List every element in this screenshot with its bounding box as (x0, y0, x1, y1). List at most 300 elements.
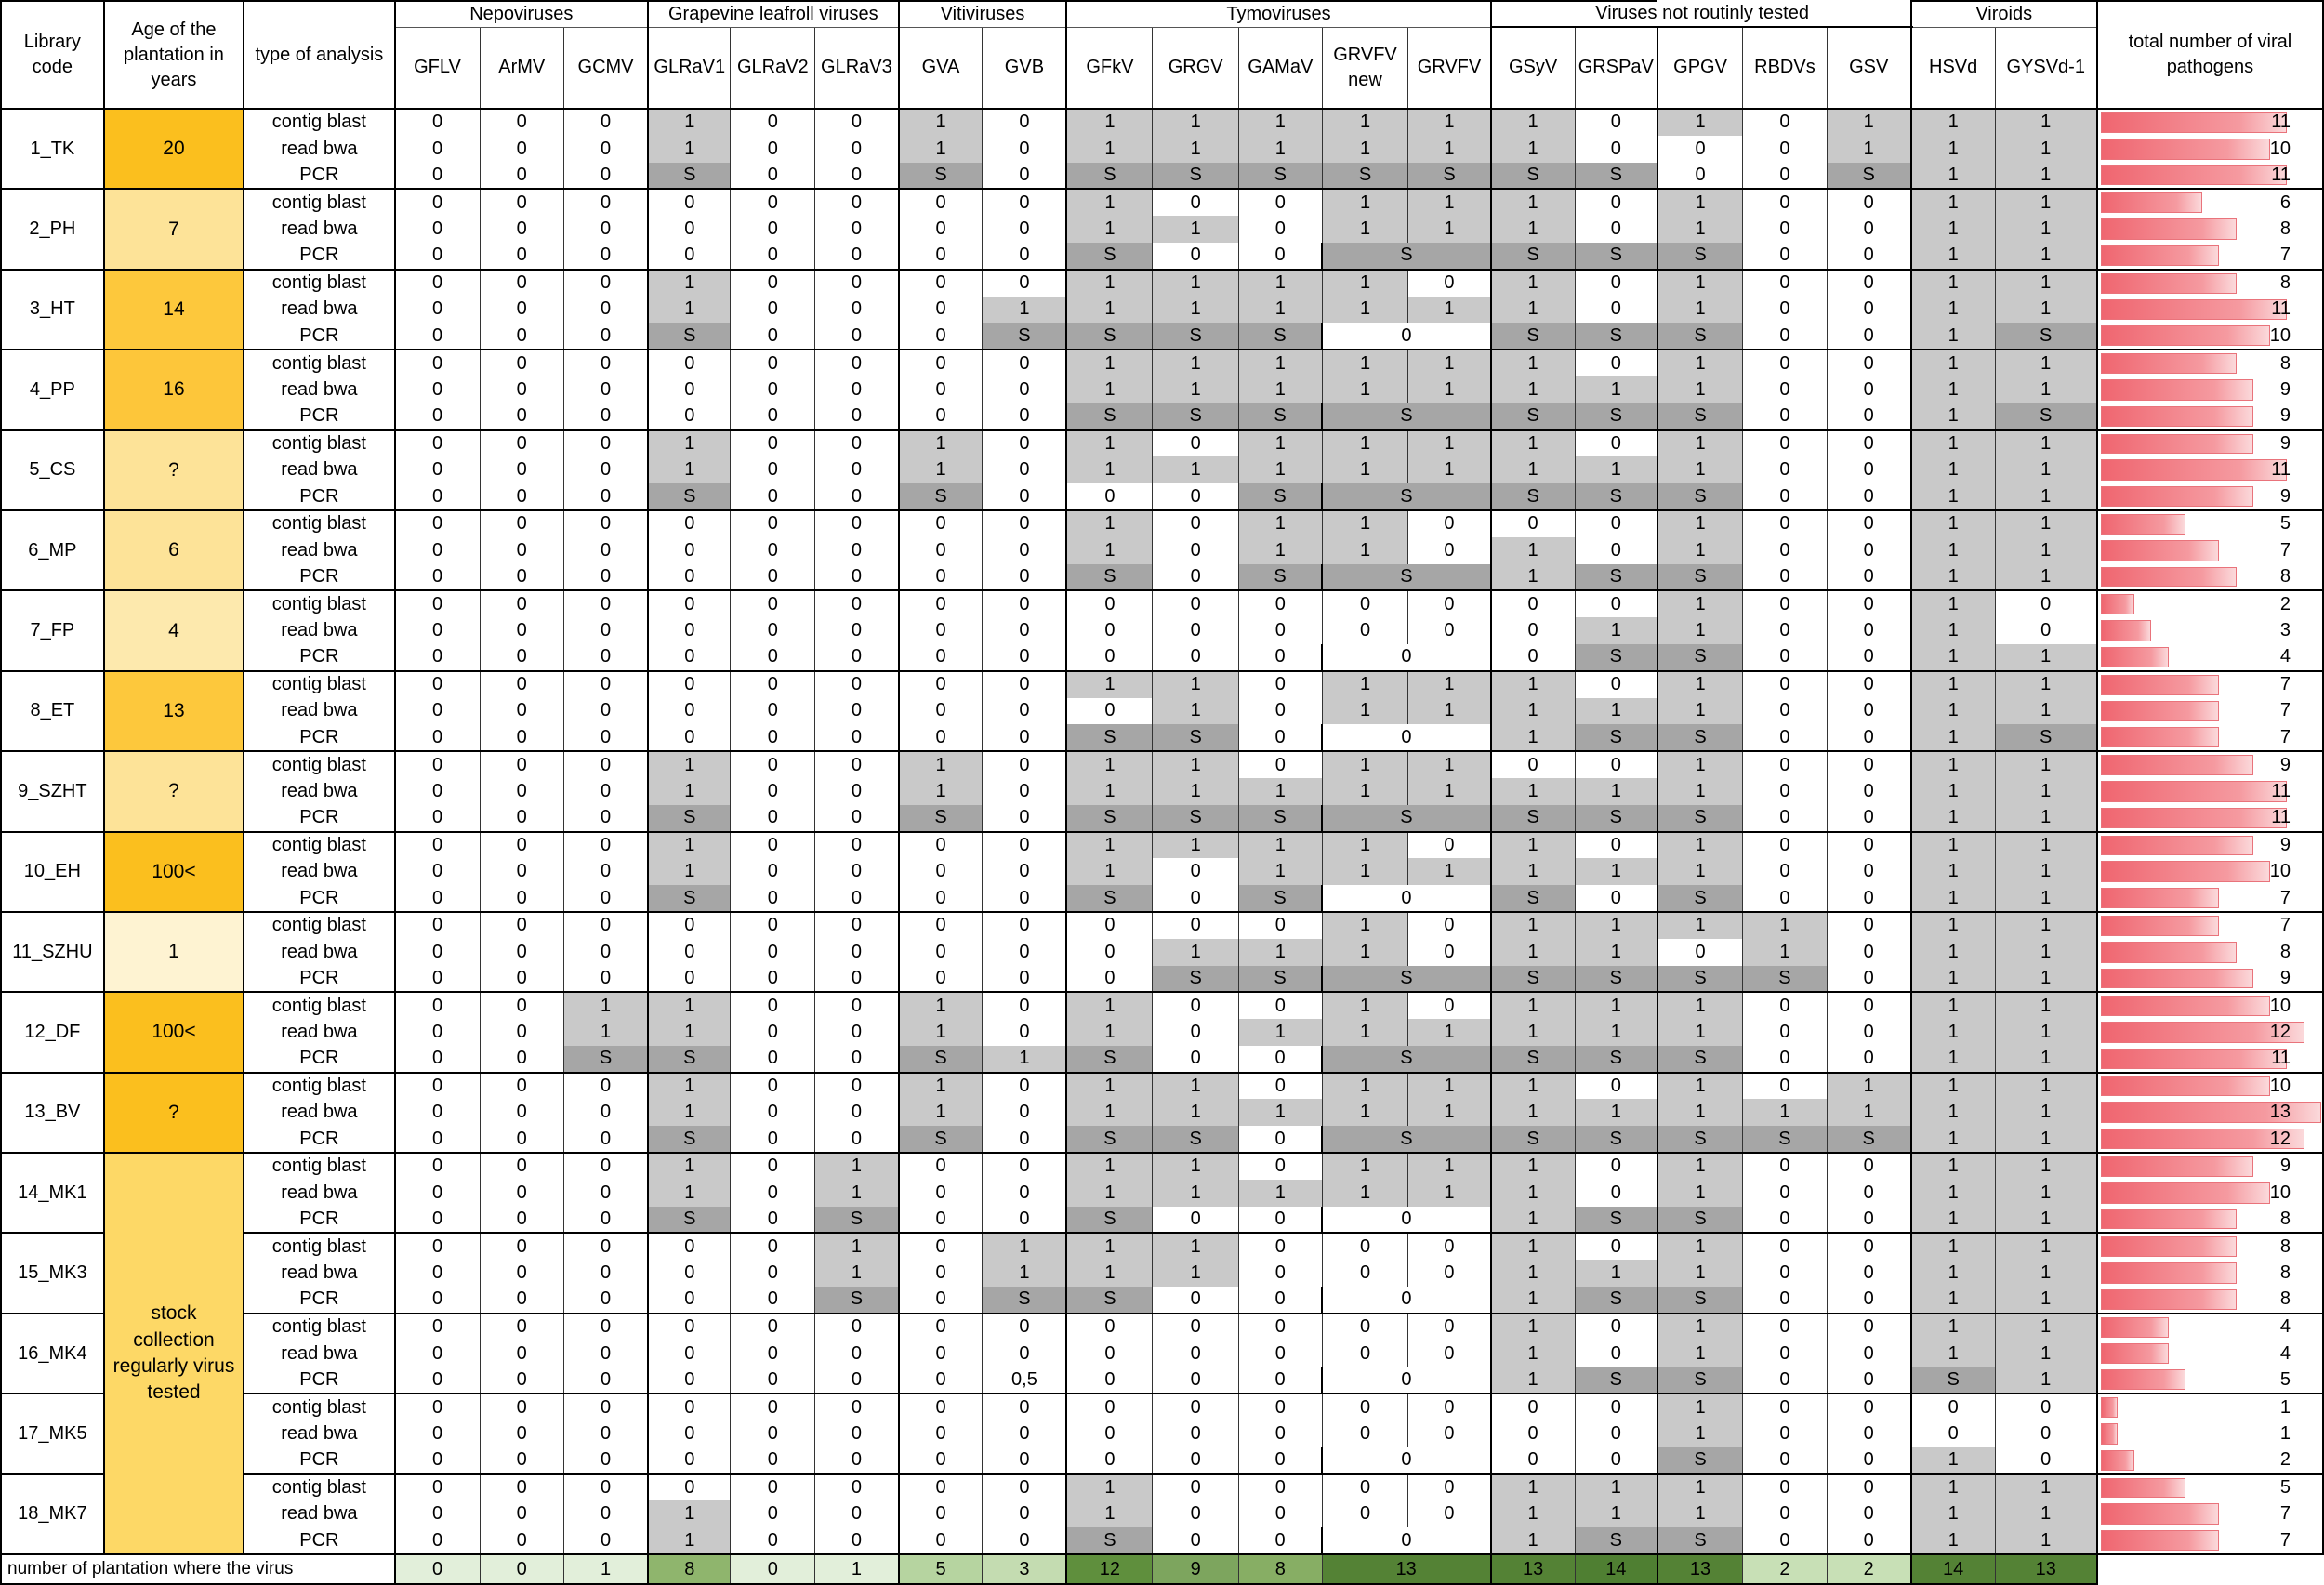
table-row (1, 189, 2323, 216)
age-cell: 14 (104, 270, 244, 350)
virus-value-cell: S (1238, 966, 1322, 993)
virus-value-cell: 0 (899, 724, 983, 751)
virus-value-cell: 1 (1066, 109, 1152, 136)
virus-value-cell: S (648, 163, 731, 190)
footer-label: number of plantation where the virus (1, 1554, 395, 1584)
virus-value-cell: 0 (1827, 1019, 1910, 1046)
virus-value-cell: 1 (1995, 1527, 2097, 1554)
virus-value-cell: 0 (395, 163, 480, 190)
virus-value-cell: 0 (983, 1420, 1066, 1447)
virus-value-cell: 0 (1743, 297, 1828, 324)
virus-value-cell: 1 (1911, 564, 1996, 591)
virus-value-cell: 0 (1827, 1527, 1910, 1554)
virus-value-cell: 1 (1322, 109, 1408, 136)
virus-value-cell: 0 (1066, 966, 1152, 993)
virus-value-cell: 0 (899, 564, 983, 591)
analysis-type-cell: PCR (244, 163, 394, 190)
virus-value-cell: 0 (395, 136, 480, 163)
virus-value-cell: 1 (1153, 136, 1239, 163)
virus-value-cell: 0 (563, 189, 648, 216)
total-cell (2097, 456, 2323, 483)
virus-value-cell: 0 (395, 617, 480, 644)
virus-value-cell: 1 (648, 270, 731, 297)
analysis-type-cell: contig blast (244, 1153, 394, 1180)
virus-value-cell: 1 (983, 1260, 1066, 1287)
virus-value-cell: 1 (1575, 456, 1657, 483)
virus-value-cell: 0 (1827, 617, 1910, 644)
virus-value-cell: 0 (815, 216, 899, 243)
virus-value-cell: 1 (899, 751, 983, 778)
virus-value-cell: 0 (480, 270, 563, 297)
virus-value-cell: 0 (1743, 1367, 1828, 1393)
virus-value-cell: 1 (1491, 1474, 1576, 1501)
virus-value-cell: 0 (731, 671, 815, 698)
virus-value-cell: 1 (1491, 1073, 1576, 1100)
virus-value-cell: 1 (1995, 1341, 2097, 1367)
virus-value-cell: 0 (815, 350, 899, 376)
footer-count-cell: 9 (1153, 1554, 1239, 1584)
virus-value-cell: 1 (1911, 1126, 1996, 1153)
virus-value-cell: 1 (1995, 805, 2097, 832)
virus-value-cell: 0 (899, 939, 983, 966)
virus-value-cell: S (1657, 1527, 1743, 1554)
virus-value-cell: 0 (480, 1393, 563, 1420)
virus-value-cell: 0 (899, 1314, 983, 1341)
virus-value-cell: 0 (563, 751, 648, 778)
footer-count-cell: 0 (731, 1554, 815, 1584)
virus-value-cell: 0 (1575, 1420, 1657, 1447)
virus-value-cell: 0 (1408, 1260, 1491, 1287)
virus-value-cell: 0 (1743, 1341, 1828, 1367)
total-cell (2097, 163, 2323, 190)
virus-value-cell: 0 (1153, 1207, 1239, 1234)
virus-value-cell: S (1153, 724, 1239, 751)
virus-value-cell: 0 (899, 1287, 983, 1314)
virus-header-gflv: GFLV (395, 27, 480, 109)
virus-value-cell: 0 (1238, 1153, 1322, 1180)
virus-value-cell: 1 (1911, 590, 1996, 617)
virus-value-cell: 0 (395, 1527, 480, 1554)
virus-value-cell: 1 (1066, 136, 1152, 163)
total-data-bar (2101, 1289, 2237, 1310)
table-row (1, 510, 2323, 537)
virus-value-cell: 0 (1743, 243, 1828, 270)
analysis-type-cell: read bwa (244, 617, 394, 644)
virus-value-cell: S (1322, 966, 1490, 993)
virus-value-cell: 0 (815, 751, 899, 778)
total-data-bar (2101, 836, 2253, 856)
virus-value-cell: 0 (1827, 376, 1910, 403)
virus-value-cell: 0 (899, 1367, 983, 1393)
library-code-cell: 15_MK3 (1, 1233, 104, 1313)
virus-value-cell: 0 (648, 350, 731, 376)
virus-value-cell: 0 (815, 939, 899, 966)
total-value: 7 (2279, 1503, 2291, 1525)
virus-value-cell: S (1322, 805, 1490, 832)
virus-value-cell: 0 (731, 1420, 815, 1447)
table-row (1, 992, 2323, 1019)
virus-value-cell: 0 (1153, 1367, 1239, 1393)
virus-value-cell: 0 (731, 350, 815, 376)
virus-value-cell: 0 (563, 270, 648, 297)
total-data-bar (2101, 675, 2220, 695)
virus-value-cell: 0 (480, 1341, 563, 1367)
virus-value-cell: 1 (1322, 671, 1408, 698)
virus-value-cell: 1 (1066, 270, 1152, 297)
virus-value-cell: 1 (1995, 163, 2097, 190)
virus-value-cell: 0 (480, 590, 563, 617)
virus-value-cell: S (1322, 1046, 1490, 1073)
virus-value-cell: 1 (1066, 1233, 1152, 1260)
analysis-type-cell: PCR (244, 1207, 394, 1234)
virus-value-cell: 0 (1153, 564, 1239, 591)
virus-header-gva: GVA (899, 27, 983, 109)
virus-value-cell: 0 (983, 912, 1066, 939)
total-data-bar (2101, 594, 2134, 614)
virus-value-cell: 1 (1911, 1046, 1996, 1073)
virus-value-cell: 0 (1322, 1341, 1408, 1367)
virus-value-cell: 0 (1657, 163, 1743, 190)
virus-value-cell: 0 (563, 1099, 648, 1126)
table-row (1, 1099, 2323, 1126)
table-row (1, 109, 2323, 136)
virus-value-cell: 0 (1238, 189, 1322, 216)
analysis-type-cell: contig blast (244, 590, 394, 617)
virus-value-cell: 1 (1995, 456, 2097, 483)
virus-value-cell: 0 (563, 1393, 648, 1420)
virus-value-cell: S (648, 1207, 731, 1234)
virus-value-cell: 1 (1322, 537, 1408, 564)
virus-value-cell: S (1066, 1287, 1152, 1314)
virus-value-cell: 0 (983, 216, 1066, 243)
virus-value-cell: 0 (1827, 1420, 1910, 1447)
total-data-bar (2101, 969, 2253, 989)
total-cell (2097, 376, 2323, 403)
virus-value-cell: 0 (480, 456, 563, 483)
total-cell (2097, 1420, 2323, 1447)
virus-value-cell: 0 (731, 1260, 815, 1287)
virus-value-cell: 0 (648, 403, 731, 430)
virus-value-cell: 0 (1575, 350, 1657, 376)
table-row (1, 1126, 2323, 1153)
virus-value-cell: 0 (480, 189, 563, 216)
total-value: 8 (2279, 218, 2291, 240)
virus-value-cell: 0 (563, 939, 648, 966)
virus-value-cell: 0 (648, 966, 731, 993)
virus-value-cell: 0 (1491, 1447, 1576, 1474)
virus-value-cell: 1 (648, 1073, 731, 1100)
virus-value-cell: 1 (1657, 992, 1743, 1019)
virus-value-cell: 1 (563, 1019, 648, 1046)
total-data-bar (2101, 567, 2237, 588)
virus-value-cell: 1 (1408, 430, 1491, 457)
virus-value-cell: 0 (983, 590, 1066, 617)
virus-value-cell: S (1066, 163, 1152, 190)
virus-value-cell: 1 (1153, 671, 1239, 698)
virus-value-cell: 0 (563, 1126, 648, 1153)
virus-value-cell: 0 (899, 1474, 983, 1501)
virus-value-cell: 0 (1827, 751, 1910, 778)
virus-value-cell: 1 (1491, 189, 1576, 216)
stock-collection-cell: stock collection regularly virus tested (104, 1153, 244, 1554)
table-row (1, 564, 2323, 591)
virus-value-cell: S (1575, 805, 1657, 832)
virus-value-cell: 0 (731, 323, 815, 350)
age-cell: 20 (104, 109, 244, 189)
virus-value-cell: 0 (1827, 537, 1910, 564)
virus-value-cell: 1 (1995, 1207, 2097, 1234)
analysis-type-cell: read bwa (244, 698, 394, 725)
virus-value-cell: 0 (1827, 832, 1910, 859)
virus-value-cell: 0 (395, 1420, 480, 1447)
virus-value-cell: 0 (1322, 1474, 1408, 1501)
virus-value-cell: 0 (731, 510, 815, 537)
virus-value-cell: 0 (1827, 403, 1910, 430)
analysis-type-cell: PCR (244, 1527, 394, 1554)
virus-value-cell: 0 (480, 1153, 563, 1180)
virus-value-cell: 0 (1575, 510, 1657, 537)
virus-value-cell: 0 (1575, 885, 1657, 912)
table-row (1, 751, 2323, 778)
virus-value-cell: 0 (815, 858, 899, 885)
virus-value-cell: 0 (1743, 216, 1828, 243)
virus-value-cell: 0 (1743, 510, 1828, 537)
virus-value-cell: 0 (815, 1393, 899, 1420)
total-cell (2097, 939, 2323, 966)
virus-value-cell: 1 (1911, 537, 1996, 564)
total-cell (2097, 189, 2323, 216)
virus-value-cell: 0 (480, 483, 563, 510)
virus-value-cell: 0 (899, 216, 983, 243)
virus-value-cell: 1 (983, 297, 1066, 324)
virus-value-cell: 0 (815, 644, 899, 671)
virus-value-cell: 1 (1322, 297, 1408, 324)
virus-value-cell: 1 (1408, 136, 1491, 163)
virus-value-cell: 0 (899, 323, 983, 350)
virus-value-cell: 0 (815, 966, 899, 993)
virus-value-cell: S (1322, 243, 1490, 270)
virus-value-cell: 0 (731, 1474, 815, 1501)
total-cell (2097, 1207, 2323, 1234)
virus-value-cell: 0 (395, 243, 480, 270)
virus-header-rbdvs: RBDVs (1743, 27, 1828, 109)
virus-value-cell: 0 (1827, 778, 1910, 805)
total-data-bar (2101, 1530, 2220, 1551)
virus-value-cell: 0 (480, 1367, 563, 1393)
virus-value-cell: 0 (983, 617, 1066, 644)
total-cell (2097, 698, 2323, 725)
virus-value-cell: 1 (1066, 430, 1152, 457)
virus-value-cell: 0 (1153, 1393, 1239, 1420)
virus-value-cell: 0 (731, 163, 815, 190)
total-cell (2097, 805, 2323, 832)
virus-value-cell: 0 (1827, 1233, 1910, 1260)
virus-value-cell: 0 (815, 189, 899, 216)
virus-value-cell: 0 (983, 1153, 1066, 1180)
virus-value-cell: 0 (1827, 564, 1910, 591)
virus-value-cell: 1 (648, 1500, 731, 1527)
virus-value-cell: 1 (899, 1019, 983, 1046)
library-code-cell: 9_SZHT (1, 751, 104, 831)
virus-value-cell: 1 (1408, 858, 1491, 885)
analysis-type-cell: contig blast (244, 350, 394, 376)
analysis-type-cell: PCR (244, 323, 394, 350)
total-cell (2097, 350, 2323, 376)
library-code-cell: 4_PP (1, 350, 104, 429)
total-data-bar (2101, 379, 2253, 401)
virus-value-cell: 0 (395, 1393, 480, 1420)
virus-value-cell: 0 (1153, 1420, 1239, 1447)
virus-value-cell: S (648, 323, 731, 350)
virus-value-cell: 0 (899, 1260, 983, 1287)
library-code-cell: 17_MK5 (1, 1393, 104, 1473)
virus-value-cell: 0 (1491, 617, 1576, 644)
total-data-bar (2101, 1478, 2185, 1499)
virus-value-cell: 1 (1153, 1233, 1239, 1260)
total-cell (2097, 564, 2323, 591)
analysis-type-cell: read bwa (244, 1500, 394, 1527)
virus-value-cell: 1 (1657, 1393, 1743, 1420)
virus-value-cell: 1 (1995, 644, 2097, 671)
virus-value-cell: 0 (1743, 537, 1828, 564)
virus-value-cell: 1 (1491, 136, 1576, 163)
virus-value-cell: 0 (1575, 671, 1657, 698)
virus-value-cell: 1 (899, 456, 983, 483)
virus-value-cell: 0 (395, 1180, 480, 1207)
virus-value-cell: 0 (731, 136, 815, 163)
virus-value-cell: 0 (983, 1341, 1066, 1367)
virus-value-cell: S (1322, 483, 1490, 510)
virus-value-cell: 0 (1743, 724, 1828, 751)
library-code-cell: 11_SZHU (1, 912, 104, 992)
virus-value-cell: 0 (731, 1207, 815, 1234)
total-data-bar (2101, 755, 2253, 775)
virus-value-cell: 1 (1657, 617, 1743, 644)
virus-value-cell: 1 (1995, 350, 2097, 376)
virus-value-cell: S (899, 805, 983, 832)
virus-value-cell: 0 (1408, 992, 1491, 1019)
virus-value-cell: 0 (899, 858, 983, 885)
virus-value-cell: 0 (480, 1447, 563, 1474)
virus-value-cell: 0 (983, 1207, 1066, 1234)
virus-value-cell: 0 (1575, 430, 1657, 457)
virus-value-cell: 1 (1153, 456, 1239, 483)
virus-value-cell: 1 (1575, 939, 1657, 966)
virus-value-cell: 0 (1491, 1420, 1576, 1447)
virus-value-cell: 1 (1995, 778, 2097, 805)
virus-value-cell: 1 (648, 456, 731, 483)
virus-value-cell: S (1066, 403, 1152, 430)
table-row (1, 698, 2323, 725)
virus-value-cell: 0 (899, 1447, 983, 1474)
virus-value-cell: 0 (1408, 617, 1491, 644)
virus-value-cell: 0 (1743, 163, 1828, 190)
virus-value-cell: 0 (1743, 1260, 1828, 1287)
virus-value-cell: 0 (983, 350, 1066, 376)
total-value: 8 (2279, 941, 2291, 962)
virus-value-cell: 0 (983, 564, 1066, 591)
virus-value-cell: 1 (1238, 456, 1322, 483)
virus-value-cell: S (1575, 1207, 1657, 1234)
virus-value-cell: 0 (1491, 590, 1576, 617)
total-cell (2097, 858, 2323, 885)
virus-value-cell: 1 (1657, 1500, 1743, 1527)
total-value: 7 (2279, 244, 2291, 266)
virus-value-cell: 1 (1066, 1260, 1152, 1287)
virus-value-cell: 0 (480, 778, 563, 805)
virus-value-cell: 0 (1322, 1420, 1408, 1447)
virus-value-cell: 1 (1995, 966, 2097, 993)
total-data-bar (2101, 996, 2270, 1016)
virus-value-cell: 0 (1322, 1393, 1408, 1420)
virus-value-cell: 0 (648, 1474, 731, 1501)
virus-value-cell: 0 (395, 671, 480, 698)
table-row (1, 912, 2323, 939)
table-row (1, 297, 2323, 324)
virus-value-cell: 0 (1408, 590, 1491, 617)
virus-value-cell: 1 (1066, 1073, 1152, 1100)
virus-value-cell: 1 (1491, 778, 1576, 805)
table-body (1, 109, 2323, 1584)
age-cell: 7 (104, 189, 244, 269)
footer-count-cell: 14 (1911, 1554, 1996, 1584)
virus-value-cell: 0 (815, 992, 899, 1019)
virus-value-cell: 1 (1066, 456, 1152, 483)
virus-value-cell: 0 (1827, 510, 1910, 537)
virus-value-cell: 0 (731, 966, 815, 993)
virus-value-cell: 0 (1408, 270, 1491, 297)
virus-value-cell: 0 (1491, 751, 1576, 778)
virus-value-cell: S (1238, 564, 1322, 591)
total-data-bar (2101, 540, 2220, 561)
virus-value-cell: 0 (731, 858, 815, 885)
virus-value-cell: 1 (1743, 1099, 1828, 1126)
virus-value-cell: 0 (480, 430, 563, 457)
virus-value-cell: 0 (899, 966, 983, 993)
virus-value-cell: 0 (731, 1126, 815, 1153)
virus-value-cell: 0 (1153, 1527, 1239, 1554)
virus-value-cell: 1 (1153, 939, 1239, 966)
virus-header-grgv: GRGV (1153, 27, 1239, 109)
virus-value-cell: 0 (1238, 1474, 1322, 1501)
virus-value-cell: 0 (1408, 537, 1491, 564)
virus-value-cell: 0 (1827, 590, 1910, 617)
virus-value-cell: S (1657, 885, 1743, 912)
virus-value-cell: 1 (815, 1233, 899, 1260)
virus-value-cell: 1 (1995, 698, 2097, 725)
virus-value-cell: 0 (563, 1207, 648, 1234)
virus-value-cell: 0 (395, 1153, 480, 1180)
virus-value-cell: 0 (395, 590, 480, 617)
virus-value-cell: S (1575, 323, 1657, 350)
virus-value-cell: 0 (1408, 510, 1491, 537)
virus-value-cell: 1 (1066, 1019, 1152, 1046)
virus-value-cell: 0 (983, 1447, 1066, 1474)
total-cell (2097, 1314, 2323, 1341)
virus-value-cell: 0 (480, 323, 563, 350)
virus-value-cell: 0 (395, 858, 480, 885)
group-header-nepoviruses: Nepoviruses (395, 1, 649, 27)
virus-value-cell: 1 (1995, 270, 2097, 297)
virus-value-cell: 0 (1322, 590, 1408, 617)
table-row (1, 537, 2323, 564)
library-code-cell: 3_HT (1, 270, 104, 350)
virus-value-cell: 1 (1995, 564, 2097, 591)
virus-value-cell: 0 (1995, 1447, 2097, 1474)
virus-value-cell: 0 (1575, 1447, 1657, 1474)
analysis-type-cell: PCR (244, 403, 394, 430)
virus-value-cell: 0 (983, 751, 1066, 778)
